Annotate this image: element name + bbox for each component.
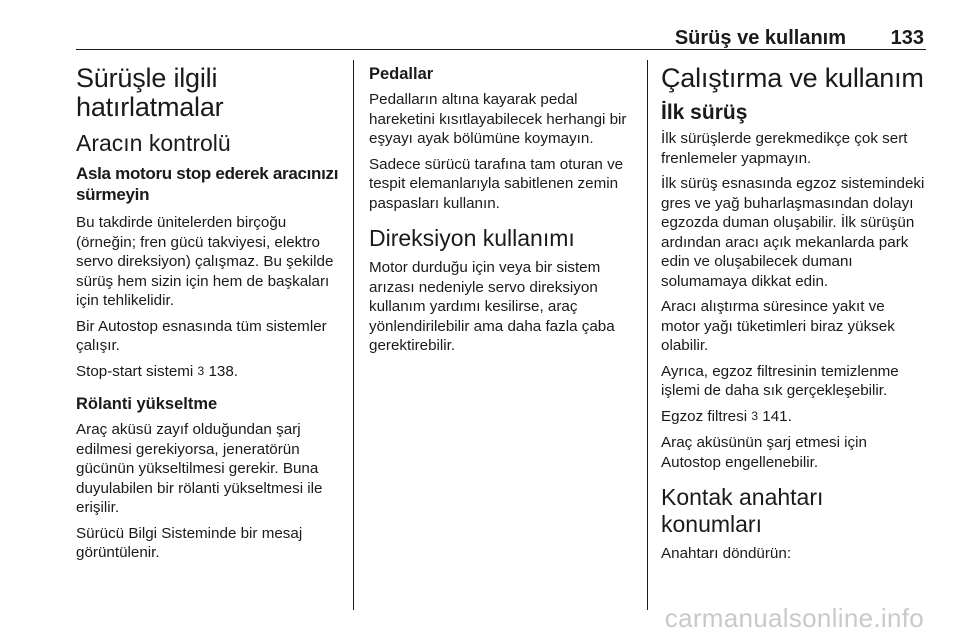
paragraph: Aracı alıştırma süresince yakıt ve motor yağı tüketimleri biraz yüksek olabilir. <box>661 298 895 354</box>
reference-page: 141. <box>762 407 792 425</box>
paragraph: Bu takdirde ünitelerden birçoğu (örneğin; fren gücü takviyesi, elektro servo direksiyon) çalışmaz. Bu şekilde sürüş hem sizin için hem de başkaları için tehlikelidir. <box>76 214 334 309</box>
column-divider-1 <box>353 60 354 610</box>
paragraph: Araç aküsü zayıf olduğundan şarj edilmesi gerekiyorsa, jeneratörün gücünün yükseltilmesi gerekir. Buna duyulabilen bir rölanti yükseltmesi ile erişilir. <box>76 421 323 516</box>
page-header <box>76 26 924 50</box>
page-number: 133 <box>890 27 924 49</box>
paragraph: Araç aküsünün şarj etmesi için Autostop engellenebilir. <box>661 434 867 471</box>
section-heading: Çalıştırma ve kullanım <box>661 63 924 93</box>
column-1 <box>76 64 346 569</box>
paragraph: Pedalların altına kayarak pedal hareketini kısıtlayabilecek herhangi bir eşyayı ayak bölümüne koymayın. <box>369 91 627 147</box>
column-divider-2 <box>647 60 648 610</box>
paragraph: Motor durduğu için veya bir sistem arızası nedeniyle servo direksiyon kullanım yardımı kesilirse, araç yönlendirilebilir ama daha fazla çaba gerektirebilir. <box>369 259 615 354</box>
cross-reference <box>661 407 927 428</box>
watermark: carmanualsonline.info <box>664 603 924 633</box>
subsection-heading: İlk sürüş <box>661 101 748 124</box>
column-2 <box>369 64 635 362</box>
paragraph: Ayrıca, egzoz filtresinin temizlenme işlemi de daha sık gerçekleşebilir. <box>661 362 899 399</box>
topic-heading: Rölanti yükseltme <box>76 395 218 413</box>
warning-heading: Asla motoru stop ederek aracınızı sürmeyin <box>76 164 339 204</box>
paragraph: Anahtarı döndürün: <box>661 545 792 562</box>
paragraph: Sadece sürücü tarafına tam oturan ve tespit elemanlarıyla sabitlenen zemin paspasları kullanın. <box>369 155 624 212</box>
topic-heading: Pedallar <box>369 65 434 83</box>
column-3 <box>661 64 927 570</box>
paragraph: İlk sürüş esnasında egzoz sistemindeki gres ve yağ buharlaşmasından dolayı egzozda duman oluşabilir. İlk sürüşün ardından aracı açık mekanlarda park edin ve oluşabilecek dumanı solumamaya dikkat edin. <box>661 175 925 290</box>
running-title: Sürüş ve kullanım <box>674 27 846 49</box>
reference-text: Stop-start sistemi <box>76 362 194 380</box>
cross-reference <box>76 362 346 383</box>
subsection-heading: Kontak anahtarı konumları <box>661 484 824 537</box>
paragraph: Sürücü Bilgi Sisteminde bir mesaj görüntülenir. <box>76 524 303 561</box>
paragraph: Bir Autostop esnasında tüm sistemler çalışır. <box>76 317 327 354</box>
page-reference-icon: 3 <box>751 408 759 423</box>
paragraph: İlk sürüşlerde gerekmedikçe çok sert frenlemeler yapmayın. <box>661 130 908 167</box>
reference-text: Egzoz filtresi <box>661 407 748 425</box>
header-divider <box>76 49 926 50</box>
reference-page: 138. <box>208 362 239 380</box>
section-heading: Sürüşle ilgili hatırlatmalar <box>76 63 224 122</box>
page-reference-icon: 3 <box>197 363 205 378</box>
subsection-heading: Aracın kontrolü <box>76 130 231 156</box>
subsection-heading: Direksiyon kullanımı <box>369 225 575 251</box>
